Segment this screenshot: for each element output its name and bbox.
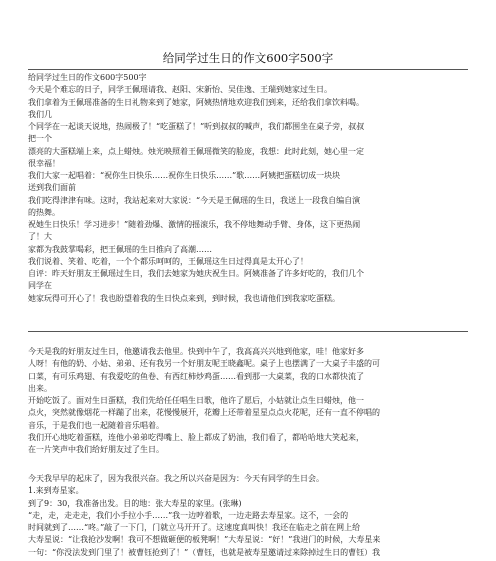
paragraph-line: 点火，突然就像烟花一样蹦了出来，花慢慢展开，花瓣上还带着星星点点火花呢，还有一直不停唱的 — [28, 408, 380, 418]
paragraph-line: 我们几 — [28, 109, 52, 119]
paragraph-line: 开始吃饭了。面对生日蛋糕，我们先给任任唱生日歌，他许了愿后，小姑就让点生日蜡烛，他一 — [28, 396, 364, 405]
essay-section-3 — [28, 473, 468, 559]
paragraph-line: 的热舞。 — [28, 207, 60, 217]
paragraph-line: 我们拿着为王佩瑶准备的生日礼物来到了她家，阿姨热情地欢迎我们到来，还给我们拿饮料喝。 — [28, 97, 364, 107]
paragraph-line: 音乐，于是我们也一起随着音乐唱着。 — [28, 420, 164, 430]
paragraph-line: 家都为我鼓掌喝彩，把王佩瑶的生日推向了高潮…… — [28, 244, 212, 254]
document-title: 给同学过生日的作文600字500字 — [162, 51, 334, 65]
paragraph-line: 漂亮的大蛋糕端上来，点上蜡烛。烛光映照着王佩瑶微笑的脸庞，我想：此时此刻，她心里一定 — [28, 146, 364, 156]
paragraph-line: 今天我早早的起床了，因为我很兴奋。我之所以兴奋是因为：今天有同学的生日会。 — [28, 474, 324, 483]
paragraph-line: 我们吃得津津有味。这时，我站起来对大家说：“今天是王佩瑶的生日，我送上一段我自编自演 — [28, 195, 361, 205]
paragraph-line: 一句：“你没法发到门里了！被曹钰抢到了！”（曹钰，也就是被寿星邀请过来除掉过生日的曹钰）我 — [28, 547, 381, 557]
paragraph-line: 我们大家一起唱着：“祝你生日快乐……祝你生日快乐……”歌……阿姨把蛋糕切成一块块 — [28, 171, 341, 180]
essay-section-1 — [28, 72, 468, 305]
paragraph-line: 今天是我的好朋友过生日，他邀请我去他里。快到中午了，我高高兴兴地到他家，哇！他家好多 — [28, 347, 364, 356]
paragraph-line: 大寿星说：“让我抢沙发啊！我可不想做砸便的板凳啊！”大寿星说：“好！”我进门的时候，大寿星来 — [28, 535, 381, 545]
paragraph-line: 自评：昨天好朋友王佩瑶过生日，我们去她家为她庆祝生日。阿姨准备了许多好吃的，我们几个 — [28, 269, 364, 278]
paragraph-line: 了！大 — [28, 232, 52, 242]
paragraph-line: 人呀！有他的奶、小姑、弟弟、还有我另一个好朋友呢王晓鑫呢。桌子上也摆满了一大桌子丰盛的可 — [28, 359, 380, 369]
section-divider — [28, 331, 468, 332]
paragraph-line: 她家玩得可开心了！我也盼望着我的生日快点来到，到时候，我也请他们到我家吃蛋糕。 — [28, 293, 340, 303]
paragraph-line: 时间就到了……“咚。”敲了一下门，门就立马开开了。这速度真叫快！我还在临走之前在网上给 — [28, 523, 361, 532]
paragraph-line: 把一个 — [28, 134, 52, 144]
paragraph-line: 送到我们面前 — [28, 183, 76, 193]
essay-section-2 — [28, 346, 468, 456]
paragraph-line: 我们说着、笑着、吃着，一个个都乐呵呵的，王佩瑶这生日过得真是太开心了！ — [28, 256, 308, 266]
paragraph-line: 祝她生日快乐！学习进步！”随着劲爆、激情的摇滚乐，我不停地舞动手臂、身体，这下更热闹 — [28, 220, 361, 229]
paragraph-line: 口菜，有可乐鸡翅、有我爱吃的鱼卷、有西红柿炒鸡蛋……看到那一大桌菜，我的口水都快流了 — [28, 371, 364, 381]
paragraph-line: 很幸福！ — [28, 158, 60, 168]
paragraph-line: 同学在 — [28, 281, 52, 291]
paragraph-line: 在一片笑声中我们给好朋友过了生日。 — [28, 445, 164, 454]
paragraph-line: 到了9：30，我准备出发。目的地：张大寿星的家里。(张琳) — [28, 498, 242, 508]
paragraph-line: 我们开心地吃着蛋糕，连他小弟弟吃得嘴上、脸上都成了奶油，我们看了，都哈哈地大笑起来， — [28, 432, 364, 442]
paragraph-line: 1.来到寿星家。 — [28, 486, 84, 496]
paragraph-line: 今天是个难忘的日子，同学王佩瑶请我、赵阳、宋新怡、吴佳逸、王瑞到她家过生日。 — [28, 85, 332, 95]
paragraph-line: 个同学在一起谈天说地，热闹极了！“吃蛋糕了！”听到叔叔的喊声，我们都围坐在桌子旁，叔叔 — [28, 122, 365, 131]
paragraph-line: 给同学过生日的作文600字500字 — [28, 73, 147, 82]
title-divider — [28, 69, 468, 70]
paragraph-line: “走，走，走走走，我们小手拉小手……”我一边哼着歌，一边走路去寿星家。这不，一会的 — [28, 510, 349, 520]
paragraph-line: 出来。 — [28, 383, 52, 393]
